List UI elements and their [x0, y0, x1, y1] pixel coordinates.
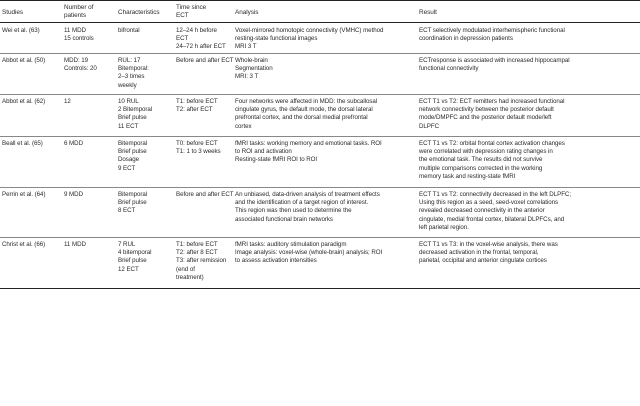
row-characteristics: 7 RUL 4 bitemporal Brief pulse 12 ECT	[118, 241, 152, 273]
row-divider	[0, 94, 640, 95]
row-analysis: fMRI tasks: working memory and emotional tasks. ROI to ROI and activation Resting-state fMRI ROI to ROI	[235, 140, 382, 164]
row-characteristics: Bitemporal Brief pulse 8 ECT	[118, 191, 148, 215]
row-analysis: fMRI tasks: auditory stimulation paradigm Image analysis: voxel-wise (whole-brain) analysis; ROI to assess activation intensities	[235, 241, 383, 265]
row-time: T1: before ECT T2: after ECT	[176, 98, 218, 114]
row-analysis: Voxel-mirrored homotopic connectivity (VMHC) method resting-state functional images MRI 3 T	[235, 27, 384, 51]
row-study: Wei et al. (63)	[2, 27, 40, 34]
row-divider	[0, 187, 640, 188]
row-patients: 6 MDD	[64, 140, 84, 147]
row-analysis: Four networks were affected in MDD: the subcallosal cingulate gyrus, the default mode, the dorsal lateral prefrontal cortex, and the dorsal medial prefrontal cortex	[235, 98, 378, 130]
header-patients: Number of patients	[64, 4, 94, 20]
row-patients: 11 MDD 15 controls	[64, 27, 94, 43]
row-patients: MDD: 19 Controls: 20	[64, 57, 97, 73]
row-result: ECT T1 vs T3: in the voxel-wise analysis, there was decreased activation in the frontal, temporal, parietal, occipital and anterior cingulate cortices	[419, 241, 558, 265]
row-result: ECT T1 vs T2: orbital frontal cortex activation changes were correlated with depression rating changes in the emotional task. The results did not survive multiple comparisons corrected in the working memory task and resting-state fMRI	[419, 140, 565, 180]
row-analysis: An unbiased, data-driven analysis of treatment effects and the identification of a target region of interest. This region was then used to determine the associated functional brain networks	[235, 191, 380, 223]
row-patients: 12	[64, 98, 71, 105]
row-study: Christ et al. (66)	[2, 241, 46, 248]
header-studies: Studies	[2, 9, 23, 16]
row-patients: 11 MDD	[64, 241, 86, 248]
header-rule	[0, 22, 640, 23]
row-characteristics: 10 RUL 2 Bitemporal Brief pulse 11 ECT	[118, 98, 153, 130]
row-divider	[0, 237, 640, 238]
row-time: T0: before ECT T1: 1 to 3 weeks	[176, 140, 221, 156]
row-study: Perrin et al. (64)	[2, 191, 46, 198]
row-divider	[0, 53, 640, 54]
header-characteristics: Characteristics	[118, 9, 160, 16]
row-study: Abbot et al. (62)	[2, 98, 46, 105]
row-study: Beall et al. (65)	[2, 140, 43, 147]
table-bottom-rule	[0, 288, 640, 289]
row-time: Before and after ECT	[176, 191, 234, 198]
row-characteristics: Bitemporal Brief pulse Dosage 9 ECT	[118, 140, 148, 172]
row-time: T1: before ECT T2: after 8 ECT T3: after remission (end of treatment)	[176, 241, 227, 281]
header-result: Result	[419, 9, 437, 16]
row-divider	[0, 136, 640, 137]
row-result: ECT T1 vs T2: ECT remitters had increased functional network connectivity between the posterior default mode/DMPFC and the posterior default mode/left DLPFC	[419, 98, 565, 130]
row-patients: 9 MDD	[64, 191, 84, 198]
row-time: 12–24 h before ECT 24–72 h after ECT	[176, 27, 226, 51]
row-characteristics: RUL: 17 Bitemporal: 2–3 times weekly	[118, 57, 149, 89]
row-result: ECT selectively modulated interhemispheric functional coordination in depression patients	[419, 27, 565, 43]
header-time: Time since ECT	[176, 4, 207, 20]
row-result: ECT T1 vs T2: connectivity decreased in the left DLPFC; Using this region as a seed, seed-voxel correlations revealed decreased connectivity in the anterior cingulate, medial frontal cortex, bilateral DLPFCs, and left parietal region.	[419, 191, 572, 231]
row-time: Before and after ECT	[176, 57, 234, 64]
row-study: Abbot et al. (50)	[2, 57, 46, 64]
header-analysis: Analysis	[235, 9, 259, 16]
row-result: ECTresponse is associated with increased hippocampal functional connectivity	[419, 57, 570, 73]
row-analysis: Whole-brain Segmentation MRI: 3 T	[235, 57, 273, 81]
row-characteristics: bifrontal	[118, 27, 140, 34]
table-top-rule	[0, 0, 640, 1]
